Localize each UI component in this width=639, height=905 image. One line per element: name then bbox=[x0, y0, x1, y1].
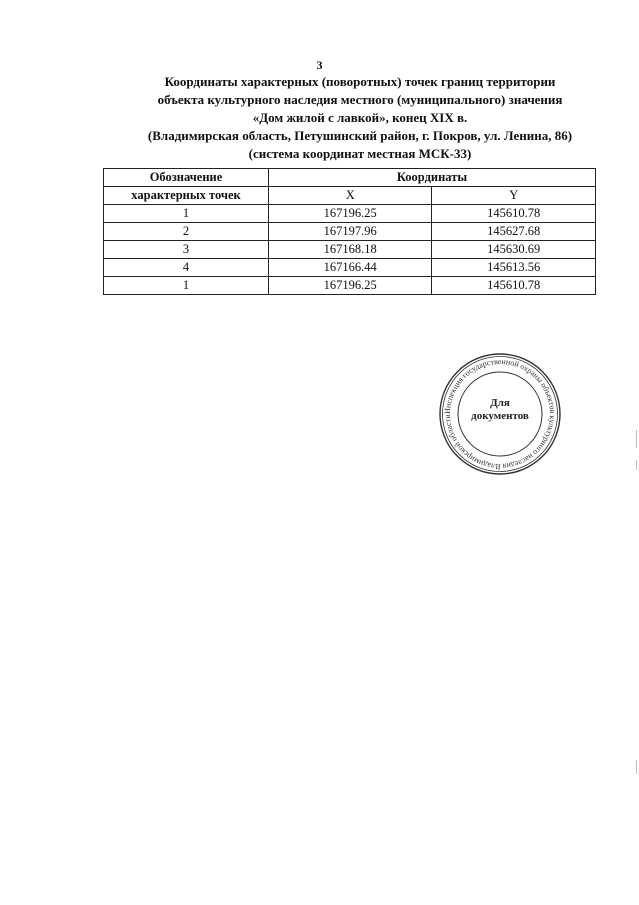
table-row bbox=[104, 205, 596, 223]
scan-edge-mark bbox=[636, 460, 637, 470]
table-row bbox=[104, 277, 596, 295]
page-number: 3 bbox=[316, 58, 323, 72]
stamp-center-line-1: Для bbox=[490, 397, 510, 409]
table-row bbox=[104, 223, 596, 241]
stamp-center-text bbox=[438, 397, 562, 423]
stamp-center-line-2: документов bbox=[471, 410, 529, 422]
x-header: X bbox=[268, 187, 432, 205]
x-cell: 167196.25 bbox=[268, 277, 432, 295]
table-row bbox=[104, 241, 596, 259]
heading-line-3: «Дом жилой с лавкой», конец XIX в. bbox=[252, 110, 468, 125]
x-cell: 167197.96 bbox=[268, 223, 432, 241]
scan-edge-mark bbox=[636, 760, 637, 774]
y-header: Y bbox=[432, 187, 596, 205]
point-cell: 2 bbox=[104, 223, 269, 241]
point-header-top: Обозначение bbox=[104, 169, 269, 187]
table-row bbox=[104, 259, 596, 277]
y-cell: 145610.78 bbox=[432, 277, 596, 295]
heading-line-2: объекта культурного наследия местного (муниципального) значения bbox=[157, 92, 563, 107]
x-cell: 167166.44 bbox=[268, 259, 432, 277]
point-header-bottom: характерных точек bbox=[104, 187, 269, 205]
document-heading bbox=[60, 73, 639, 163]
scan-edge-mark bbox=[636, 430, 637, 448]
y-cell: 145627.68 bbox=[432, 223, 596, 241]
stamp-ring-text: Инспекция государственной охраны объектов культурного наследия Владимирской области bbox=[442, 356, 558, 472]
x-cell: 167196.25 bbox=[268, 205, 432, 223]
heading-line-1: Координаты характерных (поворотных) точек границ территории bbox=[164, 74, 556, 89]
heading-line-5: (система координат местная МСК-33) bbox=[248, 146, 472, 161]
coordinates-table bbox=[103, 168, 596, 295]
point-cell: 3 bbox=[104, 241, 269, 259]
y-cell: 145610.78 bbox=[432, 205, 596, 223]
y-cell: 145630.69 bbox=[432, 241, 596, 259]
point-cell: 4 bbox=[104, 259, 269, 277]
point-cell: 1 bbox=[104, 277, 269, 295]
y-cell: 145613.56 bbox=[432, 259, 596, 277]
point-cell: 1 bbox=[104, 205, 269, 223]
x-cell: 167168.18 bbox=[268, 241, 432, 259]
coordinates-header: Координаты bbox=[268, 169, 595, 187]
heading-line-4: (Владимирская область, Петушинский район, г. Покров, ул. Ленина, 86) bbox=[147, 128, 573, 143]
